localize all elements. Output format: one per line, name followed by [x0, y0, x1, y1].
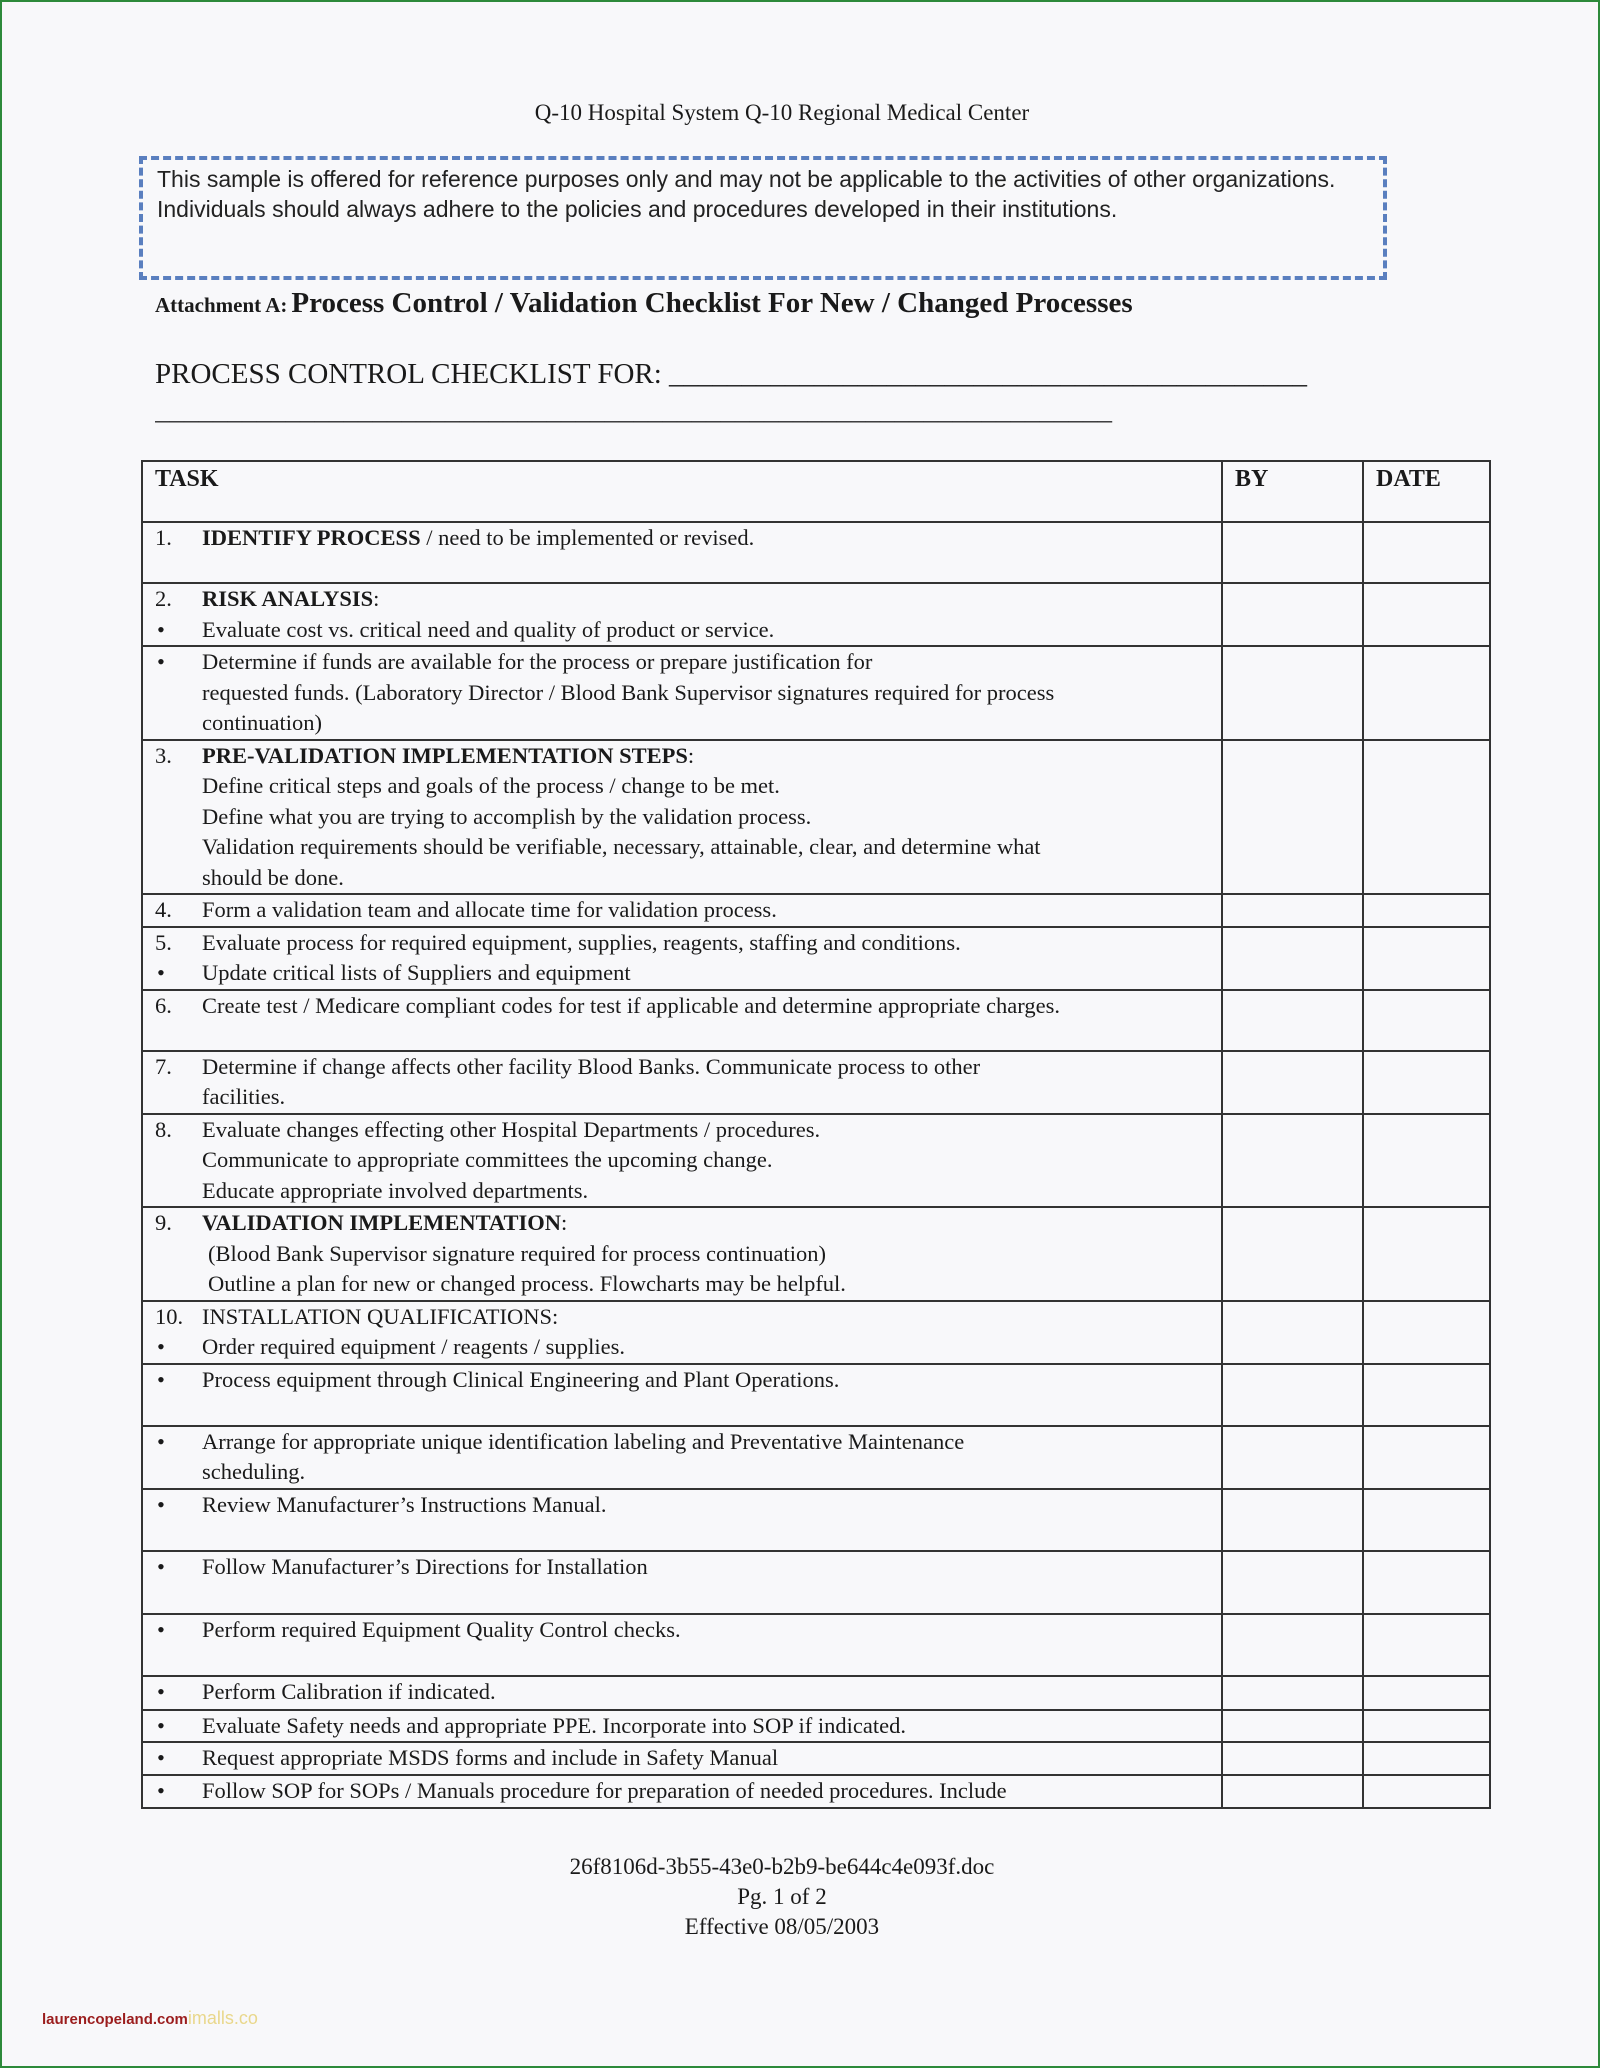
- task-line: [155, 1239, 1207, 1270]
- task-cell: [142, 990, 1222, 1051]
- table-row: [142, 1489, 1490, 1551]
- task-cell: [142, 1614, 1222, 1676]
- task-cell: [142, 583, 1222, 646]
- task-line: [155, 1427, 1207, 1458]
- task-cell: [142, 1551, 1222, 1614]
- task-cell: [142, 740, 1222, 895]
- task-line: [155, 802, 1207, 833]
- task-description: Validation requirements should be verifiable, necessary, attainable, clear, and determine what: [202, 834, 1041, 859]
- task-description: continuation): [202, 710, 322, 735]
- task-text: [202, 1677, 1207, 1708]
- column-header-task: TASK: [142, 461, 1222, 522]
- table-row: [142, 927, 1490, 990]
- task-cell: [142, 894, 1222, 927]
- item-number: 10.: [155, 1303, 184, 1329]
- table-row: [142, 522, 1490, 583]
- task-description: Process equipment through Clinical Engineering and Plant Operations.: [202, 1366, 840, 1392]
- bullet-marker: •: [157, 1616, 165, 1642]
- task-table: [141, 460, 1491, 1809]
- task-description: :: [561, 1210, 568, 1235]
- table-row: [142, 1710, 1490, 1743]
- task-line: [155, 1082, 1207, 1113]
- header-title: Q-10 Hospital System Q-10 Regional Medical Center: [534, 100, 1030, 125]
- footer-filename: 26f8106d-3b55-43e0-b2b9-be644c4e093f.doc: [569, 1854, 995, 1879]
- task-text: [202, 1552, 1207, 1583]
- task-description: Arrange for appropriate unique identification labeling and Preventative Maintenance: [202, 1428, 965, 1454]
- bullet-marker: •: [157, 649, 165, 674]
- bullet-marker: •: [157, 1712, 165, 1738]
- task-cell: [142, 646, 1222, 740]
- date-cell[interactable]: [1363, 1051, 1490, 1114]
- task-line: [155, 928, 1207, 959]
- task-line: [155, 1677, 1207, 1708]
- by-cell[interactable]: [1222, 1051, 1363, 1114]
- table-row: [142, 1207, 1490, 1301]
- task-description: Follow SOP for SOPs / Manuals procedure for preparation of needed procedures. Include: [202, 1778, 1007, 1803]
- task-line: [155, 832, 1207, 863]
- table-row: [142, 1301, 1490, 1364]
- table-row: [142, 894, 1490, 927]
- checklist-for-line: [155, 358, 1475, 391]
- task-text: [202, 1052, 1207, 1083]
- attachment-heading: [155, 287, 1555, 320]
- task-cell: [142, 1114, 1222, 1208]
- date-cell[interactable]: [1363, 1775, 1490, 1808]
- item-number: [155, 1145, 202, 1176]
- task-description: :: [687, 742, 695, 768]
- by-cell[interactable]: [1222, 522, 1363, 583]
- task-description: Evaluate process for required equipment, supplies, reagents, staffing and conditions.: [202, 929, 961, 955]
- date-cell[interactable]: [1363, 1364, 1490, 1426]
- task-text: [202, 1115, 1207, 1146]
- task-text: [202, 1615, 1207, 1646]
- by-cell[interactable]: [1222, 1364, 1363, 1426]
- task-line: [155, 647, 1207, 678]
- column-header-by: BY: [1222, 461, 1363, 522]
- task-line: [155, 584, 1207, 615]
- task-text: [202, 802, 1207, 833]
- bullet-marker: •: [157, 1778, 165, 1803]
- date-cell[interactable]: [1363, 1614, 1490, 1676]
- date-cell[interactable]: [1363, 927, 1490, 990]
- bullet-marker: •: [157, 616, 165, 642]
- task-line: [155, 895, 1207, 926]
- date-cell[interactable]: [1363, 646, 1490, 740]
- by-cell[interactable]: [1222, 583, 1363, 646]
- task-line: [155, 958, 1207, 989]
- task-heading: VALIDATION IMPLEMENTATION: [202, 1210, 562, 1235]
- task-line: [155, 1743, 1207, 1774]
- attachment-lead: Attachment A:: [155, 293, 288, 317]
- watermark: [42, 2008, 258, 2029]
- table-row: [142, 1364, 1490, 1426]
- attachment-title: Process Control / Validation Checklist For New / Changed Processes: [291, 287, 1133, 319]
- task-line: [155, 678, 1207, 709]
- task-line: [155, 708, 1207, 739]
- by-cell[interactable]: [1222, 1742, 1363, 1775]
- task-line: [155, 1711, 1207, 1742]
- by-cell[interactable]: [1222, 1114, 1363, 1208]
- task-description: Determine if funds are available for the process or prepare justification for: [202, 649, 873, 674]
- date-cell[interactable]: [1363, 1426, 1490, 1489]
- task-line: [155, 523, 1207, 554]
- task-text: [202, 523, 1207, 554]
- task-text: [202, 1082, 1207, 1113]
- by-cell[interactable]: [1222, 740, 1363, 895]
- task-line: [155, 615, 1207, 646]
- by-cell[interactable]: [1222, 646, 1363, 740]
- by-cell[interactable]: [1222, 1676, 1363, 1710]
- table-row: [142, 1426, 1490, 1489]
- task-text: [202, 771, 1207, 802]
- item-number: 1.: [155, 525, 172, 550]
- task-line: [155, 1365, 1207, 1396]
- date-cell[interactable]: [1363, 1301, 1490, 1364]
- item-number: 8.: [155, 1116, 172, 1142]
- task-line: [155, 1115, 1207, 1146]
- task-description: facilities.: [202, 1084, 286, 1109]
- task-line: [155, 1615, 1207, 1646]
- task-cell: [142, 1710, 1222, 1743]
- task-text: [202, 991, 1207, 1022]
- date-cell[interactable]: [1363, 894, 1490, 927]
- watermark-ghost: imalls.co: [187, 2008, 258, 2028]
- task-description: Evaluate cost vs. critical need and quality of product or service.: [202, 616, 775, 642]
- date-cell[interactable]: [1363, 1489, 1490, 1551]
- footer-page-number: Pg. 1 of 2: [737, 1884, 827, 1909]
- task-line: [155, 991, 1207, 1022]
- task-cell: [142, 1301, 1222, 1364]
- by-cell[interactable]: [1222, 1551, 1363, 1614]
- by-cell[interactable]: [1222, 894, 1363, 927]
- task-text: [202, 678, 1207, 709]
- by-cell[interactable]: [1222, 1614, 1363, 1676]
- item-number: 2.: [155, 586, 172, 611]
- task-description: should be done.: [202, 864, 344, 890]
- task-text: [202, 615, 1207, 646]
- task-text: [202, 741, 1207, 772]
- table-row: [142, 1114, 1490, 1208]
- task-description: Educate appropriate involved departments.: [202, 1177, 589, 1203]
- task-line: [155, 741, 1207, 772]
- task-text: [202, 1711, 1207, 1742]
- task-description: Update critical lists of Suppliers and equipment: [202, 960, 631, 985]
- table-row: [142, 583, 1490, 646]
- item-number: [155, 678, 202, 709]
- task-cell: [142, 1051, 1222, 1114]
- task-text: [202, 1176, 1207, 1207]
- task-cell: [142, 522, 1222, 583]
- table-row: [142, 990, 1490, 1051]
- by-cell[interactable]: [1222, 1301, 1363, 1364]
- item-number: [155, 1176, 202, 1207]
- item-number: 3.: [155, 742, 172, 768]
- date-cell[interactable]: [1363, 1742, 1490, 1775]
- bullet-marker: •: [157, 1491, 165, 1517]
- item-number: [155, 1457, 202, 1488]
- task-text: [202, 1332, 1207, 1363]
- checklist-for-blank[interactable]: ____________________________________________: [669, 358, 1308, 390]
- footer: [2, 1852, 1562, 1942]
- task-text: [202, 1269, 1207, 1300]
- disclaimer-box: This sample is offered for reference purposes only and may not be applicable to the activities of other organizations. Individuals should always adhere to the policies and procedures developed in their institutions.: [139, 156, 1387, 280]
- bullet-marker: •: [157, 1553, 165, 1579]
- item-number: 7.: [155, 1053, 172, 1079]
- date-cell[interactable]: [1363, 740, 1490, 895]
- table-row: [142, 1551, 1490, 1614]
- task-description: Review Manufacturer’s Instructions Manual.: [202, 1491, 607, 1517]
- task-text: [202, 1427, 1207, 1458]
- bullet-marker: •: [157, 1678, 165, 1704]
- checklist-for-label: PROCESS CONTROL CHECKLIST FOR:: [155, 358, 670, 390]
- item-number: 9.: [155, 1210, 172, 1235]
- bullet-marker: •: [157, 960, 165, 985]
- task-line: [155, 771, 1207, 802]
- task-description: INSTALLATION QUALIFICATIONS:: [202, 1303, 559, 1329]
- column-header-date: DATE: [1363, 461, 1490, 522]
- date-cell[interactable]: [1363, 1710, 1490, 1743]
- by-cell[interactable]: [1222, 1426, 1363, 1489]
- date-cell[interactable]: [1363, 990, 1490, 1051]
- by-cell[interactable]: [1222, 1775, 1363, 1808]
- table-row: [142, 646, 1490, 740]
- task-table-body: [142, 522, 1490, 1808]
- task-heading: PRE-VALIDATION IMPLEMENTATION STEPS: [202, 742, 688, 768]
- checklist-for-blank-line-2[interactable]: __________________________________________________________________: [155, 394, 1112, 426]
- task-description: Communicate to appropriate committees the upcoming change.: [202, 1147, 773, 1172]
- by-cell[interactable]: [1222, 990, 1363, 1051]
- task-text: [202, 1302, 1207, 1333]
- task-description: Follow Manufacturer’s Directions for Installation: [202, 1553, 648, 1579]
- task-description: :: [373, 586, 380, 611]
- task-description: Order required equipment / reagents / supplies.: [202, 1334, 625, 1359]
- task-description: Evaluate changes effecting other Hospital Departments / procedures.: [202, 1116, 821, 1142]
- task-line: [155, 1176, 1207, 1207]
- table-row: [142, 1676, 1490, 1710]
- date-cell[interactable]: [1363, 1551, 1490, 1614]
- item-number: [155, 863, 202, 894]
- item-number: [155, 1269, 202, 1300]
- item-number: [155, 832, 202, 863]
- task-cell: [142, 1489, 1222, 1551]
- item-number: [155, 1239, 202, 1270]
- task-text: [202, 1239, 1207, 1270]
- date-cell[interactable]: [1363, 1207, 1490, 1301]
- task-line: [155, 1776, 1207, 1807]
- task-text: [202, 1743, 1207, 1774]
- task-text: [202, 863, 1207, 894]
- task-text: [202, 647, 1207, 678]
- task-description: scheduling.: [202, 1459, 306, 1484]
- task-description: Form a validation team and allocate time for validation process.: [202, 897, 777, 922]
- watermark-primary: laurencopeland.com: [42, 2011, 188, 2028]
- by-cell[interactable]: [1222, 927, 1363, 990]
- date-cell[interactable]: [1363, 1676, 1490, 1710]
- date-cell[interactable]: [1363, 522, 1490, 583]
- task-cell: [142, 927, 1222, 990]
- task-line: [155, 1552, 1207, 1583]
- task-text: [202, 1490, 1207, 1521]
- task-heading: IDENTIFY PROCESS: [202, 525, 421, 550]
- task-description: / need to be implemented or revised.: [420, 525, 755, 550]
- task-line: [155, 1145, 1207, 1176]
- task-line: [155, 1052, 1207, 1083]
- task-text: [202, 584, 1207, 615]
- task-cell: [142, 1676, 1222, 1710]
- task-description: Outline a plan for new or changed process. Flowcharts may be helpful.: [208, 1271, 846, 1296]
- task-line: [155, 1269, 1207, 1300]
- item-number: 6.: [155, 992, 172, 1018]
- by-cell[interactable]: [1222, 1710, 1363, 1743]
- task-description: (Blood Bank Supervisor signature required for process continuation): [208, 1240, 826, 1266]
- task-description: Determine if change affects other facility Blood Banks. Communicate process to other: [202, 1053, 981, 1079]
- task-description: Perform required Equipment Quality Control checks.: [202, 1616, 681, 1642]
- task-description: Request appropriate MSDS forms and include in Safety Manual: [202, 1745, 779, 1770]
- by-cell[interactable]: [1222, 1207, 1363, 1301]
- task-line: [155, 863, 1207, 894]
- task-description: requested funds. (Laboratory Director / Blood Bank Supervisor signatures required for process: [202, 679, 1055, 705]
- table-row: [142, 1742, 1490, 1775]
- task-text: [202, 1776, 1207, 1807]
- task-text: [202, 1457, 1207, 1488]
- item-number: 4.: [155, 897, 172, 922]
- date-cell[interactable]: [1363, 583, 1490, 646]
- task-line: [155, 1332, 1207, 1363]
- task-line: [155, 1457, 1207, 1488]
- table-row: [142, 1051, 1490, 1114]
- task-description: Define critical steps and goals of the process / change to be met.: [202, 773, 780, 798]
- table-row: [142, 740, 1490, 895]
- footer-effective-date: Effective 08/05/2003: [684, 1914, 880, 1939]
- item-number: [155, 771, 202, 802]
- task-text: [202, 1208, 1207, 1239]
- date-cell[interactable]: [1363, 1114, 1490, 1208]
- task-text: [202, 928, 1207, 959]
- item-number: [155, 708, 202, 739]
- table-row: [142, 1775, 1490, 1808]
- task-description: Define what you are trying to accomplish by the validation process.: [202, 803, 812, 829]
- task-text: [202, 1365, 1207, 1396]
- task-cell: [142, 1426, 1222, 1489]
- task-text: [202, 832, 1207, 863]
- task-heading: RISK ANALYSIS: [202, 586, 374, 611]
- bullet-marker: •: [157, 1428, 165, 1454]
- item-number: [155, 1082, 202, 1113]
- bullet-marker: •: [157, 1745, 165, 1770]
- task-cell: [142, 1207, 1222, 1301]
- task-text: [202, 1145, 1207, 1176]
- task-line: [155, 1208, 1207, 1239]
- task-description: Perform Calibration if indicated.: [202, 1678, 496, 1704]
- task-description: Create test / Medicare compliant codes for test if applicable and determine appropriate charges.: [202, 992, 1060, 1018]
- task-cell: [142, 1364, 1222, 1426]
- item-number: [155, 802, 202, 833]
- bullet-marker: •: [157, 1366, 165, 1392]
- task-cell: [142, 1775, 1222, 1808]
- task-text: [202, 958, 1207, 989]
- task-text: [202, 895, 1207, 926]
- by-cell[interactable]: [1222, 1489, 1363, 1551]
- task-text: [202, 708, 1207, 739]
- table-header-row: [142, 461, 1490, 522]
- item-number: 5.: [155, 929, 172, 955]
- task-line: [155, 1302, 1207, 1333]
- task-cell: [142, 1742, 1222, 1775]
- table-row: [142, 1614, 1490, 1676]
- task-line: [155, 1490, 1207, 1521]
- task-description: Evaluate Safety needs and appropriate PPE. Incorporate into SOP if indicated.: [202, 1712, 906, 1738]
- bullet-marker: •: [157, 1334, 165, 1359]
